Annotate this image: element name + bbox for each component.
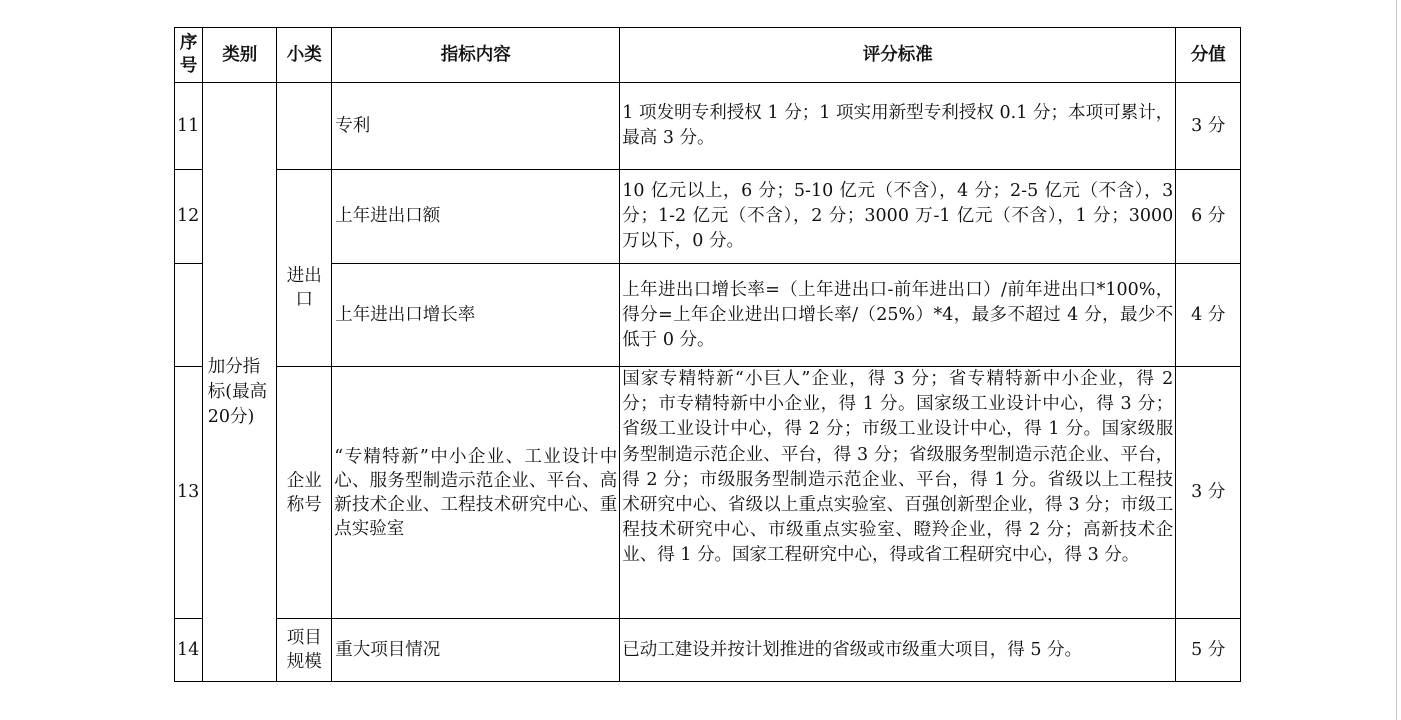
header-indicator: 指标内容 [332, 28, 620, 83]
row-indicator: 专利 [332, 83, 620, 170]
row-seq [175, 264, 203, 367]
header-seq: 序号 [175, 28, 203, 83]
subcategory-project-scale [277, 619, 332, 682]
scoring-table [174, 27, 1241, 682]
table-row [175, 170, 1241, 264]
row-seq: 14 [175, 619, 203, 682]
header-score: 分值 [1176, 28, 1241, 83]
subcategory-import-export [277, 170, 332, 367]
row-seq: 11 [175, 83, 203, 170]
page-edge-line [1396, 0, 1397, 720]
header-category: 类别 [203, 28, 277, 83]
row-criteria: 1 项发明专利授权 1 分；1 项实用新型专利授权 0.1 分；本项可累计，最高 3 分。 [620, 83, 1176, 170]
category-bonus-text: 加分指标(最高20分) [207, 356, 268, 427]
table-row [175, 367, 1241, 619]
row-score: 5 分 [1176, 619, 1241, 682]
header-subcategory: 小类 [277, 28, 332, 83]
row-score: 4 分 [1176, 264, 1241, 367]
row-criteria: 国家专精特新“小巨人”企业，得 3 分；省专精特新中小企业，得 2 分；市专精特新中小企业，得 1 分。国家级工业设计中心，得 3 分；省级工业设计中心，得 2 分；市级工业设计中心，得 1 分。国家级服务型制造示范企业、平台，得 3 分；省级服务型制造示范企业、平台，得 2 分；市级服务型制造示范企业、平台，得 1 分。省级以上工程技术研究中心、省级以上重点实验室、百强创新型企业，得 3 分；市级工程技术研究中心、市级重点实验室、瞪羚企业，得 2 分；高新技术企业、得 1 分。国家工程研究中心，得或省工程研究中心，得 3 分。 [620, 367, 1176, 619]
subcategory-enterprise-title-text: 企业称号 [286, 470, 322, 515]
row-seq: 13 [175, 367, 203, 619]
subcategory-import-export-text: 进出口 [286, 266, 322, 310]
header-row [175, 28, 1241, 83]
subcategory-empty [277, 83, 332, 170]
row-indicator: 上年进出口额 [332, 170, 620, 264]
table-row [175, 619, 1241, 682]
row-criteria: 10 亿元以上，6 分；5-10 亿元（不含），4 分；2-5 亿元（不含），3 分；1-2 亿元（不含），2 分；3000 万-1 亿元（不含），1 分；3000 万以下，0 分。 [620, 170, 1176, 264]
subcategory-enterprise-title [277, 367, 332, 619]
table-row [175, 264, 1241, 367]
row-indicator: “专精特新”中小企业、工业设计中心、服务型制造示范企业、平台、高新技术企业、工程技术研究中心、重点实验室 [332, 367, 620, 619]
row-score: 3 分 [1176, 367, 1241, 619]
row-score: 6 分 [1176, 170, 1241, 264]
category-bonus [203, 83, 277, 682]
subcategory-project-scale-text: 项目规模 [286, 628, 322, 672]
row-indicator: 重大项目情况 [332, 619, 620, 682]
table-row [175, 83, 1241, 170]
row-indicator: 上年进出口增长率 [332, 264, 620, 367]
row-criteria: 上年进出口增长率=（上年进出口-前年进出口）/前年进出口*100%，得分=上年企业进出口增长率/（25%）*4，最多不超过 4 分，最少不低于 0 分。 [620, 264, 1176, 367]
row-seq: 12 [175, 170, 203, 264]
row-score: 3 分 [1176, 83, 1241, 170]
row-criteria: 已动工建设并按计划推进的省级或市级重大项目，得 5 分。 [620, 619, 1176, 682]
header-criteria: 评分标准 [620, 28, 1176, 83]
